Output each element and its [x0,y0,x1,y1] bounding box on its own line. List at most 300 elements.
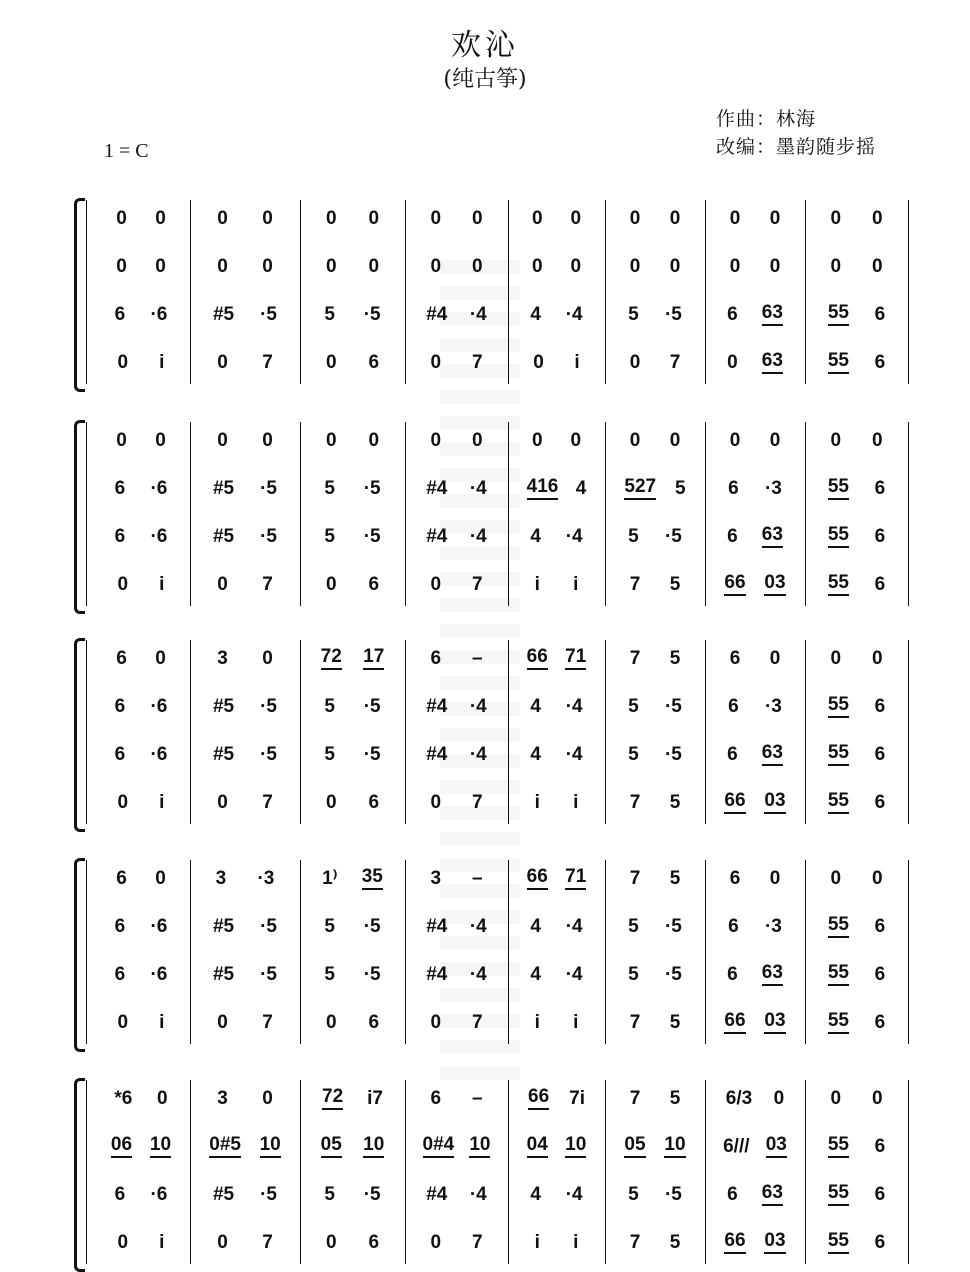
note-group: 7 [669,351,681,373]
note-group: 6 [874,1011,886,1033]
note-group: ·5 [664,303,682,325]
note-group: ·4 [469,525,487,547]
note-group: 63 [762,1183,783,1206]
measure [607,246,703,286]
note-group: 6/3 [725,1087,753,1109]
note-group: 05 [624,1135,645,1158]
note-group: 6 [430,647,442,669]
note-group: ·5 [260,525,277,547]
note-group: – [471,867,483,889]
measure [192,516,298,556]
note-group: 63 [762,963,783,986]
measure [94,1222,188,1262]
note-group: ·5 [260,915,277,937]
note-group: 0 [570,255,582,277]
measure [407,686,506,726]
note-group: ·4 [565,743,583,765]
measure [192,638,298,678]
note-group: i [573,1011,579,1033]
note-group: 4 [530,1183,541,1205]
barline [190,640,191,824]
note-group: 0 [531,255,543,277]
note-group: 0 [669,429,681,451]
note-group: 0 [116,255,127,277]
barline [508,422,509,606]
note-group: 0 [262,1087,273,1109]
note-group: 66 [724,1231,745,1254]
note-group: 55 [828,1183,849,1206]
note-group: 0 [830,255,842,277]
measure [302,906,403,946]
measure [510,858,603,898]
note-group: ·6 [150,1183,168,1205]
note-group: 6 [727,963,738,985]
note-group: ·6 [150,303,168,325]
note-group: 7 [471,573,483,595]
note-group: 55 [828,477,849,500]
measure [302,858,403,898]
note-group: 0 [262,429,273,451]
measure [192,1174,298,1214]
measure [707,1078,803,1118]
measure [807,1126,906,1166]
barline [605,640,606,824]
measure [94,782,188,822]
note-group: 6 [116,647,127,669]
note-group: 0 [117,1011,129,1033]
note-group: 4 [530,525,541,547]
note-group: 0 [729,429,741,451]
note-group: 7 [629,1231,641,1253]
note-group: 6 [874,695,886,717]
note-group: 5 [669,1087,681,1109]
note-group: i [573,791,579,813]
measure [510,782,603,822]
note-group: 7 [471,791,483,813]
note-group: 4 [530,743,541,765]
measure [807,468,906,508]
measure [94,1002,188,1042]
measure [510,516,603,556]
note-group: 0 [325,1231,337,1253]
note-group: 6 [874,743,886,765]
note-group: 10 [260,1135,281,1158]
note-group: ·5 [664,915,682,937]
note-group: i [159,791,165,813]
note-group: *6 [114,1087,133,1109]
note-group: 0 [217,429,228,451]
measure [510,1222,603,1262]
note-group: 6 [874,915,886,937]
barline [508,860,509,1044]
measure [192,342,298,382]
note-group: 0 [570,207,582,229]
note-group: 0 [368,255,380,277]
note-group: 6 [874,791,886,813]
note-group: 0 [325,573,337,595]
note-group: 06 [111,1135,132,1158]
note-group: #5 [212,1183,235,1205]
measure [407,564,506,604]
note-group: 5 [669,867,681,889]
note-group: 6 [874,525,886,547]
note-group: ·5 [260,963,277,985]
note-group: 0 [871,867,883,889]
note-group: 0 [871,1087,883,1109]
note-group: #5 [212,743,235,765]
note-group: #4 [426,695,448,717]
measure [94,198,188,238]
measure [807,686,906,726]
note-group: 4 [575,477,587,499]
score-subtitle: (纯古筝) [443,67,527,92]
barline [805,860,806,1044]
measure [607,516,703,556]
measure [510,638,603,678]
measure [607,858,703,898]
note-group: 71 [565,867,586,890]
note-group: 0 [325,1011,337,1033]
note-group: 10 [664,1135,685,1158]
measure [707,516,803,556]
note-group: 10 [363,1135,384,1158]
note-group: 0 [471,207,483,229]
measure [94,516,188,556]
system-bracket [74,638,85,832]
barline [300,640,301,824]
note-group: 7 [629,791,641,813]
note-group: 7 [262,573,273,595]
note-group: ·4 [565,525,583,547]
system-start-line [86,640,87,824]
measure [407,468,506,508]
note-group: ·5 [363,963,381,985]
measure [302,246,403,286]
note-group: 66 [724,791,745,814]
note-group: 6 [114,525,126,547]
note-group: 7i [569,1087,585,1109]
barline [805,1080,806,1264]
note-group: i [534,1011,540,1033]
measure [807,1222,906,1262]
measure [302,564,403,604]
measure [607,564,703,604]
note-group: 7 [629,1011,641,1033]
barline [908,1080,909,1264]
note-group: ·4 [565,1183,583,1205]
note-group: 0 [769,429,781,451]
note-group: 55 [828,915,849,938]
measure [607,420,703,460]
note-group: i [159,573,165,595]
note-group: #5 [212,525,235,547]
note-group: 5 [669,1011,681,1033]
note-group: 0 [830,1087,842,1109]
note-group: 5 [628,915,639,937]
note-group: ·4 [469,303,487,325]
note-group: 66 [527,867,548,890]
measure [707,246,803,286]
note-group: ·4 [469,477,487,499]
note-group: #4 [426,1183,448,1205]
measure [407,516,506,556]
note-group: 6 [368,351,380,373]
note-group: 5 [324,1183,335,1205]
note-group: 0 [727,351,738,373]
note-group: 0 [430,791,442,813]
measure [192,1222,298,1262]
barline [908,200,909,384]
note-group: 0 [430,1231,442,1253]
barline [805,200,806,384]
measure [407,294,506,334]
note-group: 03 [764,1011,785,1034]
note-group: 6 [727,303,738,325]
note-group: 0 [155,255,166,277]
note-group: #4 [426,477,448,499]
note-group: 66 [724,1011,745,1034]
note-group: 72 [322,1087,343,1110]
note-group: ·4 [469,915,487,937]
note-group: #4 [426,963,448,985]
measure [302,516,403,556]
note-group: 0 [155,429,166,451]
note-group: 6 [729,867,741,889]
measure [510,342,603,382]
note-group: 1⁾ [322,867,338,889]
note-group: 0 [769,647,781,669]
note-group: 0 [325,791,337,813]
note-group: 0 [155,207,166,229]
measure [707,1174,803,1214]
note-group: 0 [830,429,842,451]
measure [807,198,906,238]
system-start-line [86,422,87,606]
note-group: 7 [629,573,641,595]
system-bracket [74,1078,85,1272]
barline [908,422,909,606]
note-group: 5 [669,647,681,669]
note-group: 5 [628,303,639,325]
measure [807,420,906,460]
note-group: 55 [828,525,849,548]
note-group: 0 [116,429,127,451]
note-group: 63 [762,303,783,326]
measure [302,342,403,382]
measure [407,246,506,286]
system-bracket [74,420,85,614]
note-group: 0 [155,647,166,669]
note-group: ·6 [150,743,168,765]
measure [192,420,298,460]
note-group: 0 [729,255,741,277]
note-group: #5 [212,303,235,325]
note-group: 5 [324,963,335,985]
note-group: 0 [430,429,442,451]
note-group: 04 [527,1135,548,1158]
barline [405,1080,406,1264]
note-group: 0 [430,207,442,229]
measure [807,342,906,382]
measure [407,734,506,774]
note-group: 0 [262,647,273,669]
barline [705,200,706,384]
note-group: 0#5 [209,1135,241,1158]
measure [510,198,603,238]
measure [407,1222,506,1262]
measure [302,954,403,994]
note-group: – [471,647,483,669]
measure [707,638,803,678]
note-group: #4 [426,303,448,325]
note-group: 0 [430,351,442,373]
note-group: 0 [217,1231,228,1253]
note-group: 0 [325,351,337,373]
note-group: 6 [114,695,126,717]
measure [607,686,703,726]
measure [707,954,803,994]
note-group: ·4 [565,695,583,717]
barline [405,640,406,824]
note-group: 0 [217,1011,228,1033]
note-group: 0 [769,255,781,277]
measure [192,1126,298,1166]
measure [607,468,703,508]
measure [192,954,298,994]
note-group: 17 [363,647,384,670]
measure [192,468,298,508]
note-group: 7 [471,1231,483,1253]
note-group: ·5 [664,743,682,765]
note-group: i [159,1231,165,1253]
note-group: ·5 [363,303,381,325]
barline [605,422,606,606]
measure [192,734,298,774]
note-group: 3 [430,867,442,889]
measure [510,420,603,460]
measure [607,782,703,822]
measure [707,1222,803,1262]
arranger-credit: 改编：墨韵随步摇 [716,136,877,158]
measure [192,246,298,286]
measure [407,954,506,994]
measure [707,686,803,726]
measure [407,1126,506,1166]
note-group: i7 [367,1087,383,1109]
measure [407,198,506,238]
note-group: 6 [874,303,886,325]
measure [510,294,603,334]
note-group: 4 [530,963,541,985]
note-group: 55 [828,573,849,596]
note-group: 03 [764,1231,785,1254]
note-group: 0 [117,791,129,813]
measure [302,420,403,460]
measure [302,686,403,726]
note-group: 0 [669,207,681,229]
measure [302,638,403,678]
barline [300,860,301,1044]
note-group: ·4 [565,915,583,937]
note-group: 10 [565,1135,586,1158]
note-group: ·5 [363,695,381,717]
barline [508,640,509,824]
measure [607,734,703,774]
score-title: 欢沁 [451,28,519,63]
measure [510,1174,603,1214]
barline [300,1080,301,1264]
note-group: ·5 [260,477,277,499]
note-group: 7 [471,351,483,373]
measure [510,1002,603,1042]
measure [510,954,603,994]
note-group: 10 [469,1135,490,1158]
measure [94,468,188,508]
note-group: 5 [324,695,335,717]
note-group: 3 [217,647,228,669]
measure [707,858,803,898]
note-group: i [573,1231,579,1253]
measure [94,906,188,946]
note-group: 0 [570,429,582,451]
barline [705,860,706,1044]
measure [607,198,703,238]
note-group: ·6 [150,525,168,547]
note-group: 0 [116,207,127,229]
note-group: 6 [114,1183,126,1205]
note-group: 6 [727,525,738,547]
note-group: 03 [764,573,785,596]
barline [190,860,191,1044]
note-group: 5 [628,525,639,547]
note-group: 66 [527,647,548,670]
note-group: ·5 [260,303,277,325]
measure [302,1126,403,1166]
system-bracket [74,858,85,1052]
note-group: 4 [530,915,541,937]
note-group: 0 [773,1087,785,1109]
measure [94,1126,188,1166]
note-group: 6 [368,1011,380,1033]
measure [707,342,803,382]
measure [94,420,188,460]
note-group: ·6 [150,963,168,985]
measure [607,1078,703,1118]
note-group: 0 [531,429,543,451]
note-group: 5 [628,1183,639,1205]
note-group: 5 [324,477,335,499]
measure [607,954,703,994]
measure [302,1222,403,1262]
measure [510,246,603,286]
note-group: 6 [874,351,886,373]
note-group: i [534,1231,540,1253]
measure [607,1002,703,1042]
note-group: 5 [628,743,639,765]
note-group: ·5 [363,477,381,499]
note-group: #5 [212,477,235,499]
measure [807,1002,906,1042]
measure [510,1126,603,1166]
measure [302,1174,403,1214]
measure [192,686,298,726]
note-group: 0 [669,255,681,277]
note-group: 0 [325,429,337,451]
barline [908,640,909,824]
note-group: 03 [764,791,785,814]
measure [192,564,298,604]
barline [605,860,606,1044]
